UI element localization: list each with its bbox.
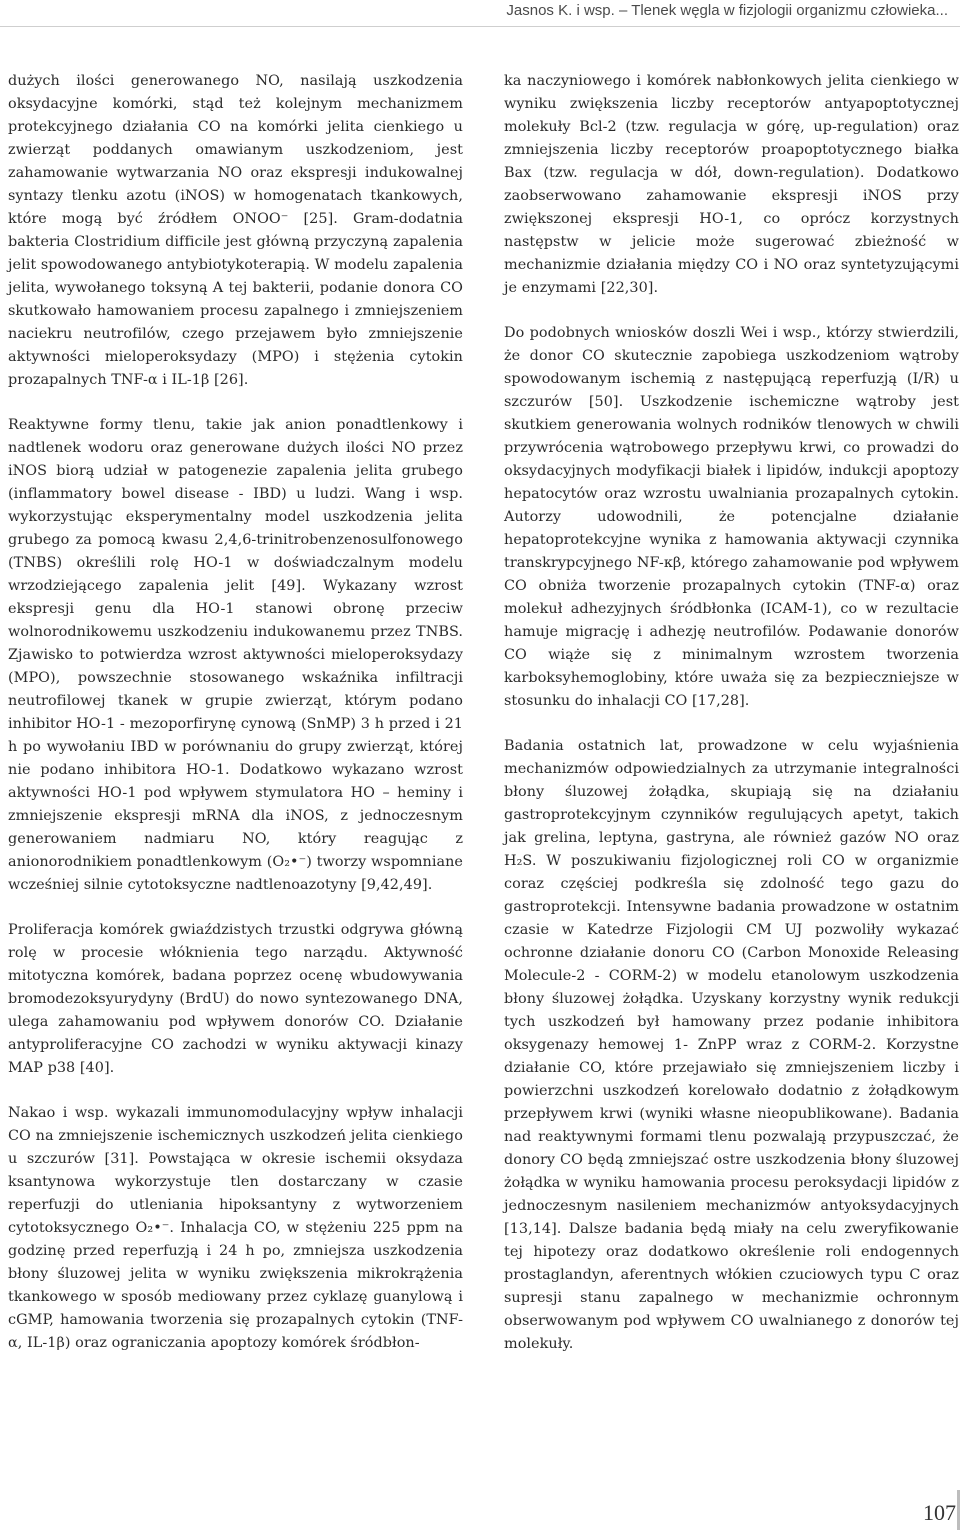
paragraph: Nakao i wsp. wykazali immunomodulacyjny wpływ inhalacji CO na zmniejszenie ischemicznych uszkodzeń jelita cienkiego u szczurów [31]. Powstająca w okresie ischemii oksydaza ksantynowa wykorzystuje tlen dostarczany w czasie reperfuzji do utleniania hipoksantyny z wytworzeniem cytotoksycznego O₂•⁻. Inhalacja CO, w stężeniu 225 ppm na godzinę przed reperfuzją i 24 h po, zmniejsza uszkodzenia błony śluzowej jelita w wyniku zwiększenia mikrokrążenia tkankowego w sposób mediowany przez cyklazę guanylową i cGMP, hamowania tworzenia się prozapalnych cytokin (TNF-α, IL-1β) oraz ograniczania apoptozy komórek śródbłon- bbox=[8, 1105, 463, 1351]
paragraph: Reaktywne formy tlenu, takie jak anion ponadtlenkowy i nadtlenek wodoru oraz generowane dużych ilości NO przez iNOS biorą udział w patogenezie zapalenia jelita grubego (inflammatory bowel disease - IBD) u ludzi. Wang i wsp. wykorzystując eksperymentalny model uszkodzenia jelita grubego za pomocą kwasu 2,4,6-trinitrobenzenosulfonowego (TNBS) określili rolę HO-1 w doświadczalnym modelu wrzodziejącego zapalenia jelit [49]. Wykazany wzrost ekspresji genu dla HO-1 stanowi obronę przeciw wolnorodnikowemu uszkodzeniu indukowanemu przez TNBS. Zjawisko to potwierdza wzrost aktywności mieloperoksydazy (MPO), powszechnie stosowanego wskaźnika infiltracji neutrofilowej tkanek w grupie zwierząt, którym podano inhibitor HO-1 - mezoporfirynę cynową (SnMP) 3 h przed i 21 h po wywołaniu IBD w porównaniu do grupy zwierząt, której nie podano inhibitora HO-1. Dodatkowo wykazano wzrost aktywności HO-1 pod wpływem stymulatora HO – heminy i zmniejszenie ekspresji mRNA dla iNOS, z jednoczesnym generowaniem nadmiaru NO, który reagując z anionorodnikiem ponadtlenkowym (O₂•⁻) tworzy wspomniane wcześniej silnie cytotoksyczne nadtlenoazotyny [9,42,49]. bbox=[8, 417, 463, 893]
running-header: Jasnos K. i wsp. – Tlenek węgla w fizjologii organizmu człowieka... bbox=[506, 2, 948, 19]
paragraph: Proliferacja komórek gwiaździstych trzustki odgrywa główną rolę w procesie włóknienia tego narządu. Aktywność mitotyczna komórek, badana poprzez ocenę wbudowywania bromodezoksyurydyny (BrdU) do nowo syntezowanego DNA, ulega zahamowaniu pod wpływem donorów CO. Działanie antyproliferacyjne CO zachodzi w wyniku aktywacji kinazy MAP p38 [40]. bbox=[8, 922, 463, 1076]
header-divider bbox=[0, 26, 960, 27]
right-column bbox=[504, 70, 959, 1378]
left-column bbox=[8, 70, 463, 1377]
paragraph: dużych ilości generowanego NO, nasilają uszkodzenia oksydacyjne komórki, stąd też kolejnym mechanizmem protekcyjnego działania CO na komórki jelita cienkiego u zwierząt poddanych omawianym uszkodzeniom, jest zahamowanie wytwarzania NO oraz ekspresji indukowalnej syntazy tlenku azotu (iNOS) w homogenatach tkankowych, które mogą być źródłem ONOO⁻ [25]. Gram-dodatnia bakteria Clostridium difficile jest główną przyczyną zapalenia jelit spowodowanego antybiotykoterapią. W modelu zapalenia jelita, wywołanego toksyną A tej bakterii, podanie donora CO skutkowało hamowaniem procesu zapalnego i zmniejszeniem naciekru neutrofilów, czego przejawem było zmniejszenie aktywności mieloperoksydazy (MPO) i stężenia cytokin prozapalnych TNF-α i IL-1β [26]. bbox=[8, 73, 463, 388]
page-number: 107 bbox=[923, 1500, 956, 1525]
paragraph: ka naczyniowego i komórek nabłonkowych jelita cienkiego w wyniku zwiększenia liczby receptorów antyapoptotycznej molekuły Bcl-2 (tzw. regulacja w górę, up-regulation) oraz zmniejszenia liczby receptorów proapoptotycznego białka Bax (tzw. regulacja w dół, down-regulation). Dodatkowo zaobserwowano zahamowanie ekspresji iNOS przy zwiększonej ekspresji HO-1, co oprócz korzystnych następstw w jelicie może sugerować zbieżność w mechanizmie działania między CO i NO oraz syntetyzującymi je enzymami [22,30]. bbox=[504, 73, 959, 296]
paragraph: Badania ostatnich lat, prowadzone w celu wyjaśnienia mechanizmów odpowiedzialnych za utrzymanie integralności błony śluzowej żołądka, skupiają się na działaniu gastroprotekcyjnym czynników regulujących apetyt, takich jak grelina, leptyna, gastryna, ale również gazów NO oraz H₂S. W poszukiwaniu fizjologicznej roli CO w organizmie coraz częściej podkreśla się zdolność tego gazu do gastroprotekcji. Intensywne badania prowadzone w ostatnim czasie w Katedrze Fizjologii CM UJ pozwoliły wykazać ochronne działanie donoru CO (Carbon Monoxide Releasing Molecule-2 - CORM-2) w modelu etanolowym uszkodzenia błony śluzowej żołądka. Uzyskany korzystny wynik redukcji tych uszkodzeń był hamowany przez podanie inhibitora oksygenazy hemowej 1- ZnPP wraz z CORM-2. Korzystne działanie CO, które przejawiało się zmniejszeniem liczby i powierzchni uszkodzeń korelowało dodatnio z żołądkowym przepływem krwi (wyniki własne nieopublikowane). Badania nad reaktywnymi formami tlenu pozwalają przypuszczać, że donory CO będą zmniejszać ostre uszkodzenia błony śluzowej żołądka w wyniku hamowania procesu peroksydacji lipidów z jednoczesnym nasileniem mechanizmów antyoksydacyjnych [13,14]. Dalsze badania będą miały na celu zweryfikowanie tej hipotezy oraz dodatkowo określenie roli endogennych prostaglandyn, aferentnych włókien czuciowych typu C oraz supresji stanu zapalnego w mechanizmie ochronnym obserwowanym pod wpływem CO uwalnianego z donorów tej molekuły. bbox=[504, 738, 959, 1352]
paragraph: Do podobnych wniosków doszli Wei i wsp., którzy stwierdzili, że donor CO skutecznie zapobiega uszkodzeniom wątroby spowodowanym ischemią z następującą reperfuzją (I/R) u szczurów [50]. Uszkodzenie ischemiczne wątroby jest skutkiem generowania wolnych rodników tlenowych w chwili przywrócenia wątrobowego przepływu krwi, co prowadzi do oksydacyjnych modyfikacji białek i lipidów, indukcji apoptozy hepatocytów oraz wzrostu uwalniania prozapalnych cytokin. Autorzy udowodnili, że potencjalne działanie hepatoprotekcyjne wynika z hamowania aktywacji czynnika transkrypcyjnego NF-κβ, którego zahamowanie pod wpływem CO obniża tworzenie prozapalnych cytokin (TNF-α) oraz molekuł adhezyjnych śródbłonka (ICAM-1), co w rezultacie hamuje migrację i adhezję neutrofilów. Podawanie donorów CO wiąże się z minimalnym wzrostem tworzenia karboksyhemoglobiny, które uważa się za bezpieczniejsze w stosunku do inhalacji CO [17,28]. bbox=[504, 325, 959, 709]
